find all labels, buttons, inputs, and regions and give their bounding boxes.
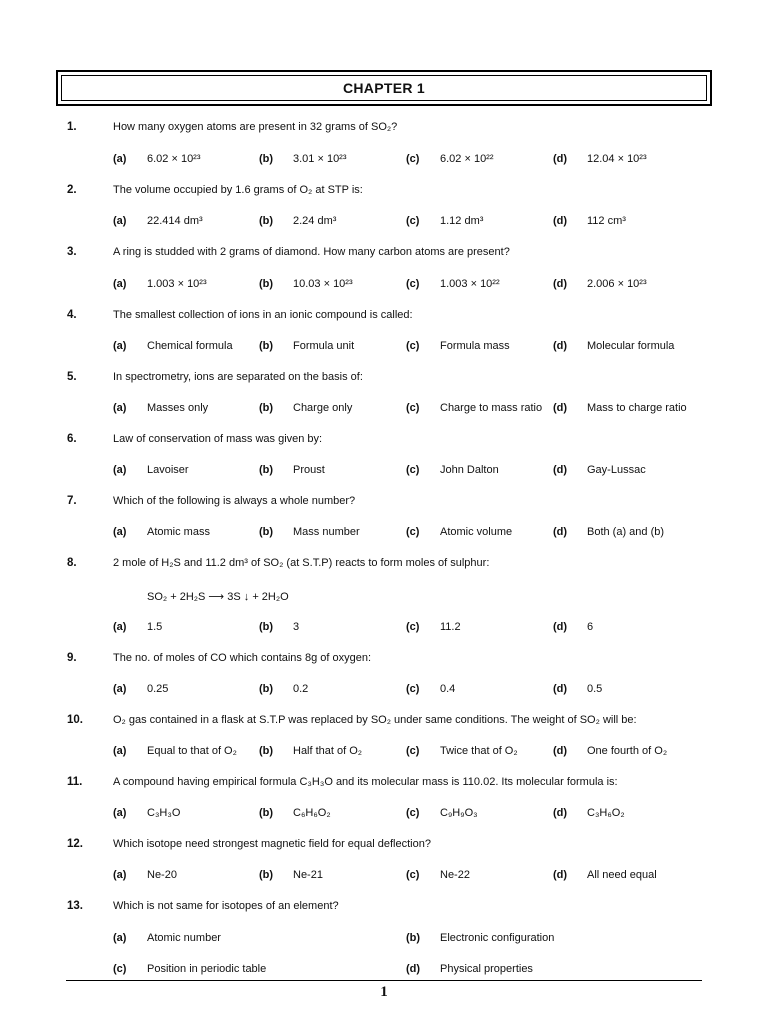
option-letter: (c): [113, 963, 127, 975]
question-text: O₂ gas contained in a flask at S.T.P was replaced by SO₂ under same conditions. The weight of SO₂ will be:: [113, 714, 637, 726]
option-text: 1.5: [147, 621, 163, 633]
option-letter: (a): [113, 683, 127, 695]
question-text: Which of the following is always a whole number?: [113, 495, 356, 507]
option-letter: (c): [406, 807, 420, 819]
question-text: A ring is studded with 2 grams of diamond. How many carbon atoms are present?: [113, 246, 510, 258]
option-text: Electronic configuration: [440, 932, 555, 944]
question-number: 9.: [67, 652, 77, 664]
option-letter: (c): [406, 278, 420, 290]
question-number: 6.: [67, 433, 77, 445]
option-letter: (c): [406, 526, 420, 538]
question-number: 11.: [67, 776, 83, 788]
option-text: 2.006 × 10²³: [587, 278, 647, 290]
question-number: 13.: [67, 900, 83, 912]
question-text: 2 mole of H₂S and 11.2 dm³ of SO₂ (at S.T.P) reacts to form moles of sulphur:: [113, 557, 490, 569]
option-text: 6.02 × 10²²: [440, 153, 494, 165]
option-letter: (b): [259, 153, 274, 165]
option-text: 1.003 × 10²³: [147, 278, 207, 290]
chapter-title-box: [56, 70, 712, 106]
option-text: Formula unit: [293, 340, 355, 352]
option-letter: (c): [406, 745, 420, 757]
option-letter: (b): [259, 278, 274, 290]
option-letter: (d): [553, 402, 568, 414]
option-letter: (b): [259, 215, 274, 227]
option-text: 6: [587, 621, 594, 633]
option-text: 0.25: [147, 683, 169, 695]
option-text: Twice that of O₂: [440, 745, 518, 757]
option-text: Proust: [293, 464, 325, 476]
option-text: 1.003 × 10²²: [440, 278, 500, 290]
option-text: Chemical formula: [147, 340, 233, 352]
option-text: 3: [293, 621, 300, 633]
option-letter: (a): [113, 869, 127, 881]
option-text: Ne-21: [293, 869, 323, 881]
chapter-title: CHAPTER 1: [61, 75, 707, 101]
option-letter: (d): [553, 215, 568, 227]
question-number: 4.: [67, 309, 77, 321]
option-letter: (b): [259, 340, 274, 352]
question-number: 12.: [67, 838, 83, 850]
option-letter: (b): [406, 932, 421, 944]
option-text: Half that of O₂: [293, 745, 363, 757]
option-text: 6.02 × 10²³: [147, 153, 201, 165]
option-text: Ne-20: [147, 869, 177, 881]
option-text: 12.04 × 10²³: [587, 153, 647, 165]
option-letter: (b): [259, 683, 274, 695]
option-letter: (d): [553, 745, 568, 757]
chemical-equation: SO₂ + 2H₂S ⟶ 3S ↓ + 2H₂O: [147, 591, 289, 603]
option-text: 3.01 × 10²³: [293, 153, 347, 165]
option-text: One fourth of O₂: [587, 745, 668, 757]
option-letter: (b): [259, 526, 274, 538]
option-letter: (a): [113, 745, 127, 757]
option-text: C₆H₆O₂: [293, 807, 331, 819]
option-text: Formula mass: [440, 340, 510, 352]
option-letter: (d): [553, 869, 568, 881]
option-text: Charge to mass ratio: [440, 402, 543, 414]
option-text: C₃H₆O₂: [587, 807, 625, 819]
option-text: Position in periodic table: [147, 963, 267, 975]
option-letter: (b): [259, 464, 274, 476]
option-letter: (d): [553, 526, 568, 538]
option-text: Ne-22: [440, 869, 470, 881]
option-letter: (c): [406, 621, 420, 633]
option-letter: (a): [113, 278, 127, 290]
option-letter: (d): [553, 683, 568, 695]
option-letter: (a): [113, 932, 127, 944]
option-text: Lavoiser: [147, 464, 189, 476]
option-letter: (b): [259, 807, 274, 819]
question-number: 3.: [67, 246, 77, 258]
question-number: 8.: [67, 557, 77, 569]
option-letter: (b): [259, 745, 274, 757]
option-text: Both (a) and (b): [587, 526, 665, 538]
option-letter: (a): [113, 153, 127, 165]
option-letter: (c): [406, 683, 420, 695]
option-text: Mass number: [293, 526, 360, 538]
option-text: Gay-Lussac: [587, 464, 646, 476]
option-letter: (c): [406, 215, 420, 227]
question-text: The volume occupied by 1.6 grams of O₂ at STP is:: [113, 184, 363, 196]
option-letter: (d): [553, 340, 568, 352]
option-text: Equal to that of O₂: [147, 745, 237, 757]
question-number: 5.: [67, 371, 77, 383]
option-letter: (a): [113, 215, 127, 227]
option-letter: (b): [259, 869, 274, 881]
option-text: John Dalton: [440, 464, 499, 476]
option-letter: (a): [113, 402, 127, 414]
question-text: In spectrometry, ions are separated on the basis of:: [113, 371, 363, 383]
option-text: 0.2: [293, 683, 309, 695]
option-letter: (d): [553, 464, 568, 476]
option-letter: (d): [553, 278, 568, 290]
option-text: 10.03 × 10²³: [293, 278, 353, 290]
option-text: 0.5: [587, 683, 603, 695]
option-letter: (d): [406, 963, 421, 975]
option-text: C₉H₉O₃: [440, 807, 478, 819]
option-text: Molecular formula: [587, 340, 675, 352]
option-text: 11.2: [440, 621, 461, 633]
option-letter: (c): [406, 340, 420, 352]
option-text: 1.12 dm³: [440, 215, 484, 227]
option-letter: (a): [113, 526, 127, 538]
option-text: 2.24 dm³: [293, 215, 337, 227]
option-text: C₃H₃O: [147, 807, 181, 819]
option-letter: (a): [113, 621, 127, 633]
option-letter: (c): [406, 153, 420, 165]
question-text: The no. of moles of CO which contains 8g of oxygen:: [113, 652, 372, 664]
question-text: How many oxygen atoms are present in 32 grams of SO₂?: [113, 121, 398, 133]
option-letter: (c): [406, 869, 420, 881]
question-number: 10.: [67, 714, 83, 726]
option-text: Physical properties: [440, 963, 533, 975]
option-letter: (c): [406, 464, 420, 476]
option-text: Mass to charge ratio: [587, 402, 687, 414]
option-letter: (d): [553, 621, 568, 633]
question-text: A compound having empirical formula C₃H₃O and its molecular mass is 110.02. Its molecular formula is:: [113, 776, 618, 788]
option-letter: (a): [113, 807, 127, 819]
option-text: 22.414 dm³: [147, 215, 203, 227]
option-text: 112 cm³: [587, 215, 626, 227]
option-text: Atomic mass: [147, 526, 210, 538]
option-letter: (a): [113, 464, 127, 476]
option-letter: (a): [113, 340, 127, 352]
question-text: The smallest collection of ions in an ionic compound is called:: [113, 309, 413, 321]
option-text: Atomic volume: [440, 526, 513, 538]
option-letter: (d): [553, 153, 568, 165]
option-text: Charge only: [293, 402, 353, 414]
option-text: Atomic number: [147, 932, 221, 944]
question-number: 7.: [67, 495, 77, 507]
question-text: Which isotope need strongest magnetic field for equal deflection?: [113, 838, 431, 850]
option-letter: (c): [406, 402, 420, 414]
option-text: All need equal: [587, 869, 657, 881]
question-number: 1.: [67, 121, 77, 133]
option-letter: (d): [553, 807, 568, 819]
question-number: 2.: [67, 184, 77, 196]
page-number: 1: [380, 984, 388, 1000]
option-text: 0.4: [440, 683, 456, 695]
footer-divider: [66, 980, 702, 981]
question-text: Law of conservation of mass was given by:: [113, 433, 323, 445]
option-letter: (b): [259, 402, 274, 414]
question-text: Which is not same for isotopes of an element?: [113, 900, 339, 912]
option-letter: (b): [259, 621, 274, 633]
option-text: Masses only: [147, 402, 209, 414]
